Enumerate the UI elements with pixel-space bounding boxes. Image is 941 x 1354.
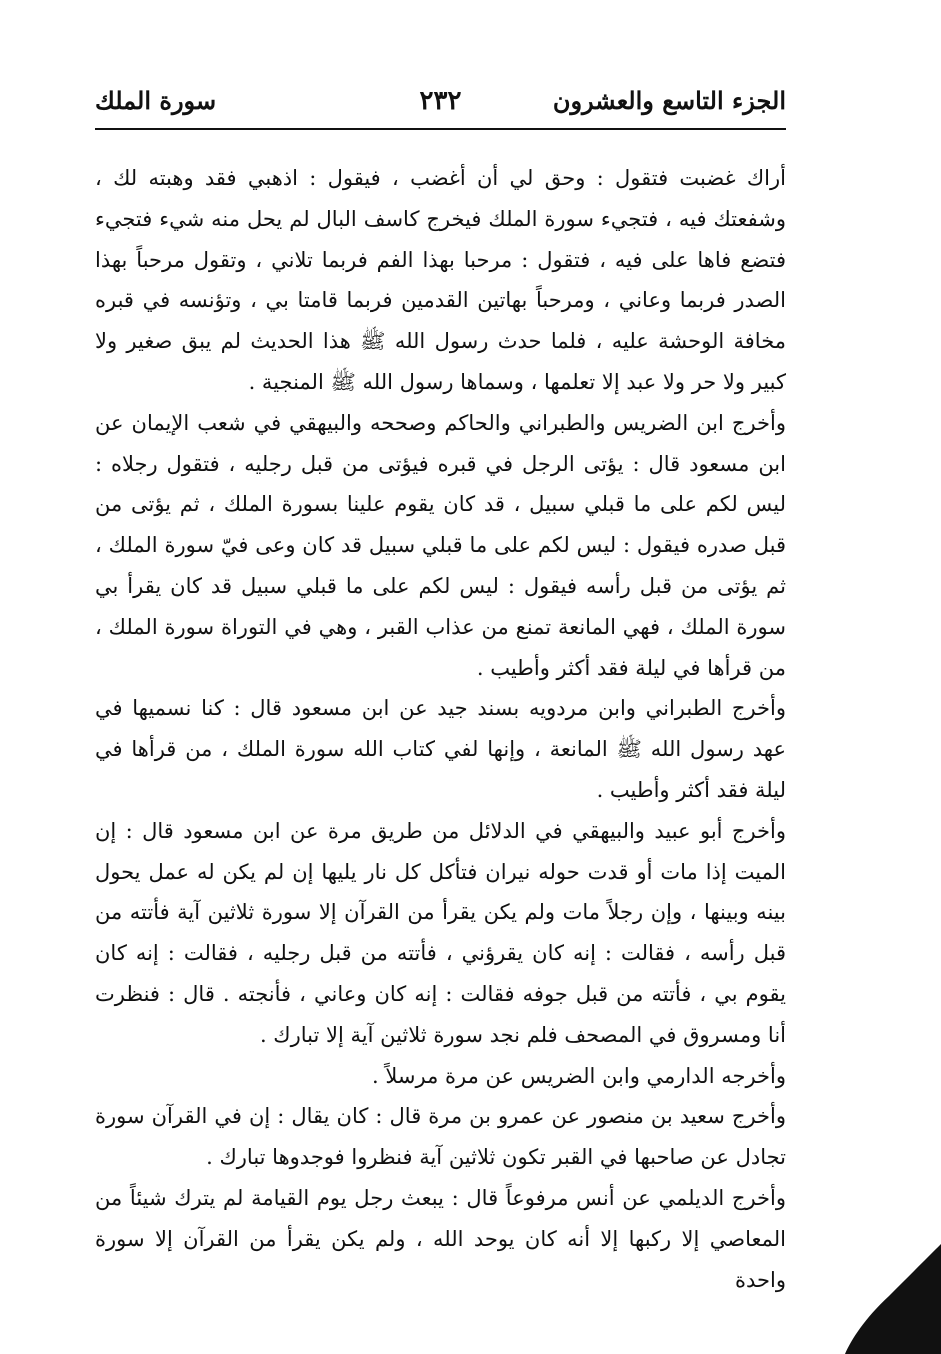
paragraph: وأخرج الطبراني وابن مردويه بسند جيد عن ابن مسعود قال : كنا نسميها في عهد رسول الله ﷺ المانعة ، وإنها لفي كتاب الله سورة الملك ، من قرأها في ليلة فقد أكثر وأطيب . (95, 696, 786, 802)
scan-corner-shadow (831, 1244, 941, 1354)
paragraph: وأخرج سعيد بن منصور عن عمرو بن مرة قال : كان يقال : إن في القرآن سورة تجادل عن صاحبها في القبر تكون ثلاثين آية فنظروا فوجدوها تبارك . (95, 1104, 786, 1170)
page-body (95, 158, 786, 1300)
page-header (95, 82, 786, 126)
paragraph: وأخرجه الدارمي وابن الضريس عن مرة مرسلاً . (372, 1063, 786, 1088)
paragraph: أراك غضبت فتقول : وحق لي أن أغضب ، فيقول : اذهبي فقد وهبته لك ، وشفعتك فيه ، فتجيء سورة الملك فيخرج كاسف البال لم يحل منه شيء فتجيء فتضع فاها على فيه ، فتقول : مرحبا بهذا الفم فربما تلاني ، وتقول مرحباً بهذا الصدر فربما وعاني ، ومرحباً بهاتين القدمين فربما قامتا بي ، وتؤنسه في قبره مخافة الوحشة عليه ، فلما حدث رسول الله ﷺ هذا الحديث لم يبق صغير ولا كبير ولا حر ولا عبد إلا تعلمها ، وسماها رسول الله ﷺ المنجية . (95, 166, 786, 394)
header-part-title: الجزء التاسع والعشرون (552, 86, 786, 115)
paragraph: وأخرج الديلمي عن أنس مرفوعاً قال : يبعث رجل يوم القيامة لم يترك شيئاً من المعاصي إلا ركبها إلا أنه كان يوحد الله ، ولم يكن يقرأ من القرآن إلا سورة واحدة (95, 1185, 786, 1292)
paragraph: وأخرج ابن الضريس والطبراني والحاكم وصححه والبيهقي في شعب الإيمان عن ابن مسعود قال : يؤتى الرجل في قبره فيؤتى من قبل رجليه ، فتقول رجلاه : ليس لكم على ما قبلي سبيل ، قد كان يقوم علينا بسورة الملك ، ثم يؤتى من قبل صدره فيقول : ليس لكم على ما قبلي سبيل قد كان وعى فيّ سورة الملك ، ثم يؤتى من قبل رأسه فيقول : ليس لكم على ما قبلي سبيل قد كان يقرأ بي سورة الملك ، فهي المانعة تمنع من عذاب القبر ، وهي في التوراة سورة الملك ، من قرأها في ليلة فقد أكثر وأطيب . (95, 410, 786, 680)
page-number: ٢٣٢ (419, 86, 462, 116)
header-surah-name: سورة الملك (95, 86, 217, 115)
header-rule (95, 128, 786, 130)
paragraph: وأخرج أبو عبيد والبيهقي في الدلائل من طريق مرة عن ابن مسعود قال : إن الميت إذا مات أو قدت حوله نيران فتأكل كل نار يليها إن لم يكن له عمل يحول بينه وبينها ، وإن رجلاً مات ولم يكن يقرأ من القرآن إلا سورة ثلاثين آية فأتته من قبل رأسه ، فقالت : إنه كان يقرؤني ، فأتته من قبل رجليه ، فقالت : إنه كان يقوم بي ، فأتته من قبل جوفه فقالت : إنه كان وعاني ، فأنجته . قال : فنظرت أنا ومسروق في المصحف فلم نجد سورة ثلاثين آية إلا تبارك . (95, 818, 786, 1047)
